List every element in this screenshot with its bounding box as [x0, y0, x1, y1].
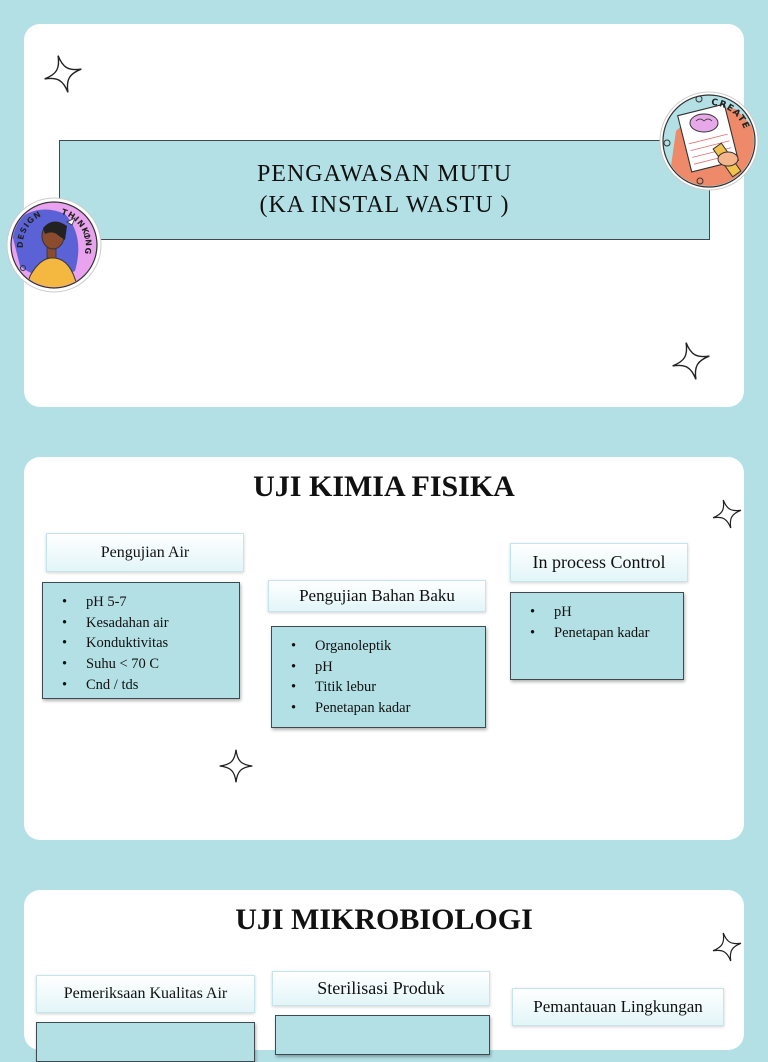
label-in-process-control	[510, 543, 688, 582]
list-item: • pH	[288, 657, 485, 678]
bullet-box-pengujian-bahan-baku	[271, 626, 486, 728]
list-item: • Penetapan kadar	[527, 623, 683, 644]
list-item: • Titik lebur	[288, 677, 485, 698]
slide-heading: UJI MIKROBIOLOGI	[235, 903, 533, 936]
create-sticker-icon	[656, 91, 762, 191]
label-sterilisasi-produk	[272, 971, 490, 1006]
label-pemantauan-lingkungan	[512, 988, 724, 1026]
label-text: Sterilisasi Produk	[317, 978, 445, 998]
sticker-design-text: DESIGN	[15, 209, 44, 249]
sparkle-icon	[711, 498, 743, 530]
list-item: • Cnd / tds	[59, 675, 239, 696]
label-pemeriksaan-kualitas-air	[36, 975, 255, 1013]
list-item: • Suhu < 70 C	[59, 654, 239, 675]
title-box	[59, 140, 710, 240]
label-text: Pemantauan Lingkungan	[533, 997, 703, 1016]
label-text: In process Control	[532, 552, 666, 572]
sparkle-icon	[711, 931, 743, 963]
label-pengujian-bahan-baku	[268, 580, 486, 612]
sparkle-icon	[42, 53, 84, 95]
sparkle-icon	[218, 748, 254, 784]
label-text: Pemeriksaan Kualitas Air	[63, 985, 228, 1002]
slide-heading: UJI KIMIA FISIKA	[253, 470, 515, 503]
page-title: PENGAWASAN MUTU	[256, 161, 513, 187]
list-item: • pH	[527, 602, 683, 623]
page-subtitle: (KA INSTAL WASTU )	[259, 192, 510, 218]
label-pengujian-air	[46, 533, 244, 572]
sticker-create-text: CREATE	[710, 97, 751, 132]
sparkle-icon	[670, 340, 712, 382]
list-item: • Konduktivitas	[59, 633, 239, 654]
label-text: Pengujian Air	[100, 543, 190, 561]
design-thinking-sticker-icon	[5, 196, 103, 294]
sticker-thinking-text: THINKING	[60, 207, 93, 256]
list-item: • Organoleptik	[288, 636, 485, 657]
list-item: • Penetapan kadar	[288, 698, 485, 719]
microbiology-slide	[24, 890, 744, 1050]
list-item: • Kesadahan air	[59, 613, 239, 634]
bullet-box-pengujian-air	[42, 582, 240, 699]
bullet-box-pemeriksaan-kualitas-air	[36, 1022, 255, 1062]
chemistry-physics-slide	[24, 457, 744, 840]
bullet-box-sterilisasi-produk	[275, 1015, 490, 1055]
list-item: • pH 5-7	[59, 592, 239, 613]
label-text: Pengujian Bahan Baku	[299, 586, 455, 605]
bullet-box-in-process-control	[510, 592, 684, 680]
title-slide	[15, 24, 751, 407]
